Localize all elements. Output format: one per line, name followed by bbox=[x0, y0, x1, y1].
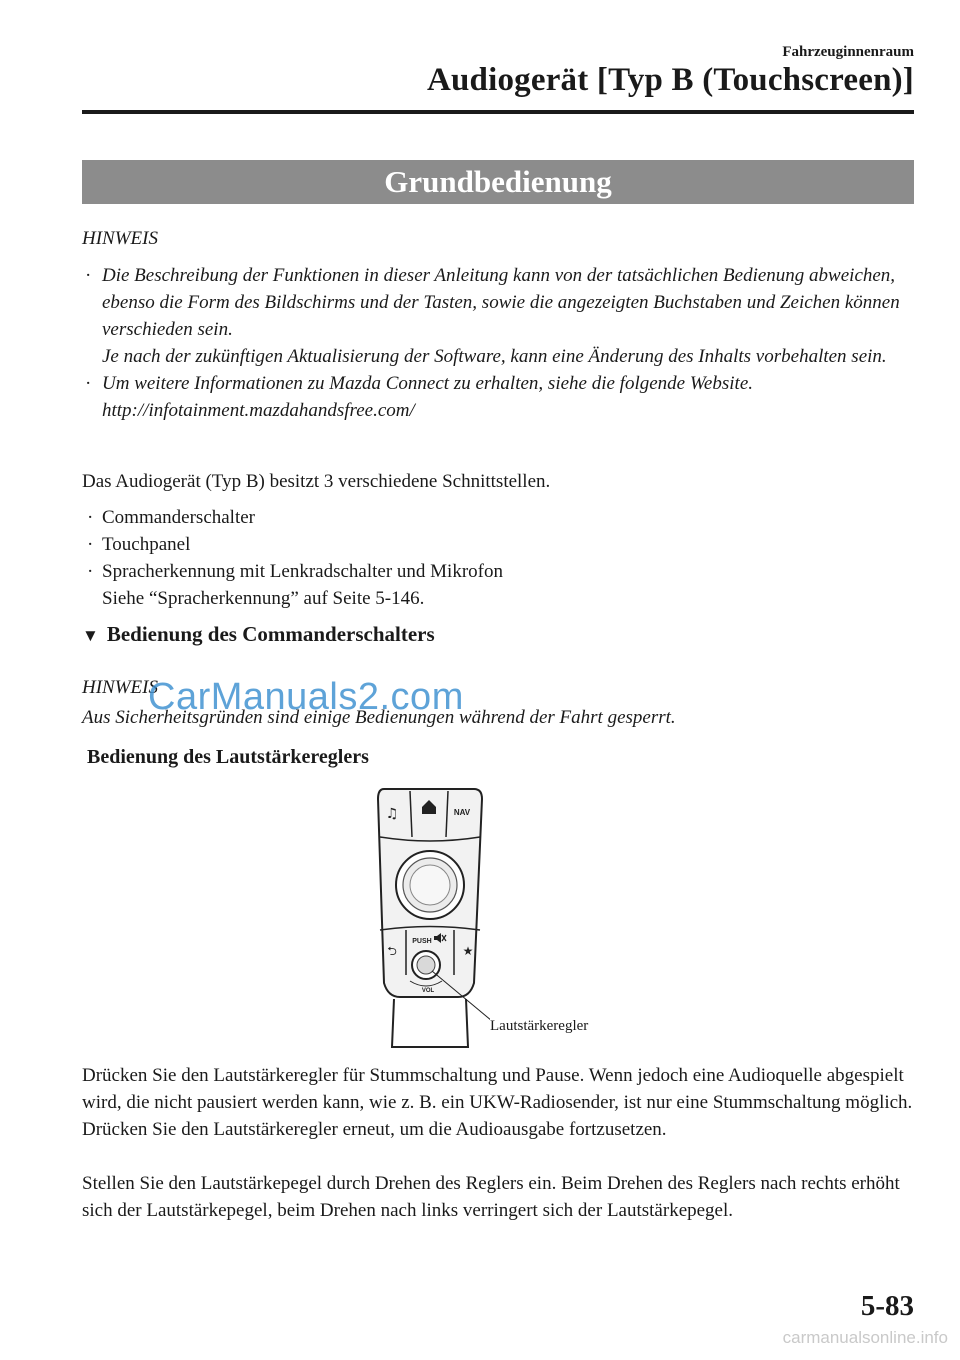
svg-text:♫: ♫ bbox=[385, 806, 399, 822]
interface-list bbox=[82, 504, 902, 612]
svg-text:⮌: ⮌ bbox=[387, 944, 397, 958]
svg-text:★: ★ bbox=[462, 944, 474, 958]
note-label: HINWEIS bbox=[82, 228, 158, 249]
interface-item: · Commanderschalter bbox=[87, 507, 256, 528]
page-reference[interactable]: Siehe “Spracherkennung” auf Seite 5-146. bbox=[102, 588, 425, 609]
note-bullet: · Die Beschreibung der Funktionen in dieser Anleitung kann von der tatsächlichen Bedienung abweichen, ebenso die Form des Bildschirms und der Tasten, sowie die angezeigten Buchstaben und Zeichen können verschieden sein. bbox=[85, 265, 900, 340]
section-banner: Grundbedienung bbox=[82, 160, 914, 204]
paragraph: Stellen Sie den Lautstärkepegel durch Drehen des Reglers ein. Beim Drehen des Reglers nach rechts erhöht sich der Lautstärkepegel, beim Drehen nach links verringert sich der Lautstärkepegel. bbox=[82, 1173, 900, 1221]
interface-item: · Spracherkennung mit Lenkradschalter und Mikrofon bbox=[87, 561, 503, 582]
note-text: Aus Sicherheitsgründen sind einige Bedienungen während der Fahrt gesperrt. bbox=[82, 707, 676, 728]
note-bullet: · Um weitere Informationen zu Mazda Connect zu erhalten, siehe die folgende Website. bbox=[85, 373, 754, 394]
running-header-title: Audiogerät [Typ B (Touchscreen)] bbox=[426, 62, 914, 98]
note-continuation: Je nach der zukünftigen Aktualisierung der Software, kann eine Änderung des Inhalts vorbehalten sein. bbox=[102, 346, 887, 367]
note-bullet-list bbox=[82, 262, 912, 424]
volume-heading: Bedienung des Lautstärkereglers bbox=[87, 746, 369, 768]
note-link[interactable]: http://infotainment.mazdahandsfree.com/ bbox=[102, 400, 415, 421]
subsection-heading: ▼ Bedienung des Commanderschalters bbox=[82, 622, 435, 646]
header-rule bbox=[82, 110, 914, 114]
nav-button: NAV bbox=[453, 808, 471, 817]
commander-switch-illustration bbox=[370, 785, 490, 1055]
watermark: CarManuals2.com bbox=[148, 676, 464, 718]
triangle-down-icon: ▼ bbox=[82, 626, 99, 645]
intro-text: Das Audiogerät (Typ B) besitzt 3 verschiedene Schnittstellen. bbox=[82, 471, 551, 492]
running-header-section: Fahrzeuginnenraum bbox=[782, 44, 914, 60]
callout-label: Lautstärkeregler bbox=[490, 1018, 589, 1034]
vol-label: VOL bbox=[421, 988, 435, 994]
footer-site: carmanualsonline.info bbox=[782, 1328, 948, 1347]
back-icon bbox=[387, 944, 397, 958]
star-icon bbox=[463, 944, 474, 958]
note-label: HINWEIS bbox=[82, 677, 158, 698]
music-note-icon bbox=[386, 806, 399, 822]
page-number: 5-83 bbox=[860, 1290, 914, 1322]
interface-item: · Touchpanel bbox=[87, 534, 191, 555]
push-label: PUSH bbox=[412, 938, 432, 945]
paragraph: Drücken Sie den Lautstärkeregler für Stummschaltung und Pause. Wenn jedoch eine Audioquelle abgespielt wird, die nicht pausiert werden kann, wie z. B. ein UKW-Radiosender, ist nur eine Stummschaltung möglich. Drücken Sie den Lautstärkeregler erneut, um die Audioausgabe fortzusetzen. bbox=[82, 1065, 913, 1140]
